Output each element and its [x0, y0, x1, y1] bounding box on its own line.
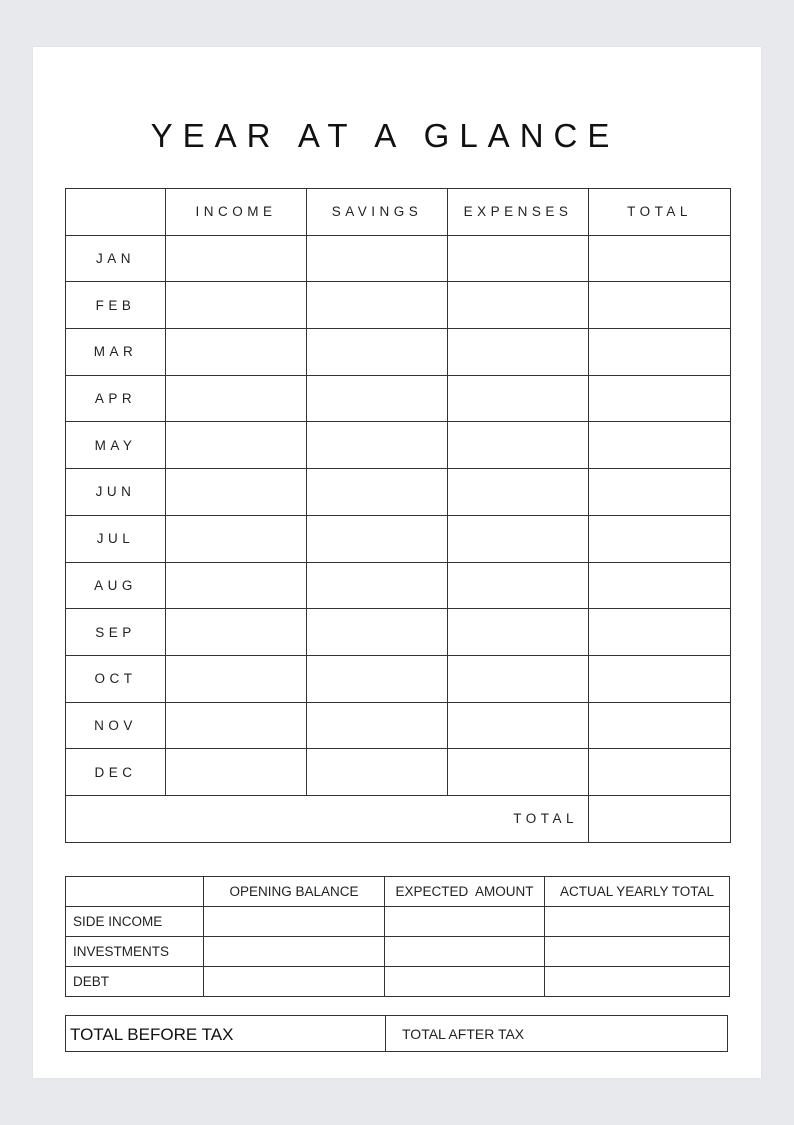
income-cell[interactable] — [166, 515, 307, 562]
header-expected-amount: EXPECTED AMOUNT — [385, 877, 545, 907]
savings-cell[interactable] — [307, 469, 448, 516]
table-row — [66, 235, 731, 282]
month-label: NOV — [66, 702, 166, 749]
header-corner-cell — [66, 189, 166, 236]
month-label: APR — [66, 375, 166, 422]
month-label: JAN — [66, 235, 166, 282]
month-label: OCT — [66, 655, 166, 702]
month-label: JUL — [66, 515, 166, 562]
total-cell[interactable] — [589, 235, 731, 282]
income-cell[interactable] — [166, 702, 307, 749]
table-row — [66, 655, 731, 702]
table-row — [66, 515, 731, 562]
table-row — [66, 609, 731, 656]
total-cell[interactable] — [589, 422, 731, 469]
balance-table — [65, 876, 730, 997]
expenses-cell[interactable] — [448, 282, 589, 329]
income-cell[interactable] — [166, 235, 307, 282]
month-label: SEP — [66, 609, 166, 656]
grand-total-label: TOTAL — [66, 795, 589, 842]
header-opening-balance: OPENING BALANCE — [204, 877, 385, 907]
table-row — [66, 375, 731, 422]
income-cell[interactable] — [166, 655, 307, 702]
month-label: MAY — [66, 422, 166, 469]
expected-amount-cell[interactable] — [385, 907, 545, 937]
balance-header-row — [66, 877, 730, 907]
expected-amount-cell[interactable] — [385, 967, 545, 997]
table-row — [66, 562, 731, 609]
total-cell[interactable] — [589, 702, 731, 749]
savings-cell[interactable] — [307, 422, 448, 469]
expenses-cell[interactable] — [448, 422, 589, 469]
table-row — [66, 749, 731, 796]
table-row — [66, 282, 731, 329]
opening-balance-cell[interactable] — [204, 907, 385, 937]
savings-cell[interactable] — [307, 282, 448, 329]
row-label-investments: INVESTMENTS — [66, 937, 204, 967]
income-cell[interactable] — [166, 469, 307, 516]
page-title: YEAR AT A GLANCE — [150, 117, 620, 154]
balance-header-corner — [66, 877, 204, 907]
income-cell[interactable] — [166, 749, 307, 796]
total-cell[interactable] — [589, 609, 731, 656]
opening-balance-cell[interactable] — [204, 967, 385, 997]
header-income: INCOME — [166, 189, 307, 236]
savings-cell[interactable] — [307, 329, 448, 376]
grand-total-row — [66, 795, 731, 842]
expenses-cell[interactable] — [448, 469, 589, 516]
expenses-cell[interactable] — [448, 235, 589, 282]
header-total: TOTAL — [589, 189, 731, 236]
monthly-table — [65, 188, 731, 843]
table-row — [66, 702, 731, 749]
expenses-cell[interactable] — [448, 515, 589, 562]
row-label-debt: DEBT — [66, 967, 204, 997]
header-expenses: EXPENSES — [448, 189, 589, 236]
total-cell[interactable] — [589, 655, 731, 702]
table-row — [66, 907, 730, 937]
table-row — [66, 967, 730, 997]
savings-cell[interactable] — [307, 655, 448, 702]
month-label: FEB — [66, 282, 166, 329]
month-label: DEC — [66, 749, 166, 796]
expenses-cell[interactable] — [448, 329, 589, 376]
savings-cell[interactable] — [307, 749, 448, 796]
table-row — [66, 422, 731, 469]
header-row — [66, 189, 731, 236]
savings-cell[interactable] — [307, 562, 448, 609]
month-label: MAR — [66, 329, 166, 376]
tax-divider — [385, 1016, 386, 1051]
row-label-side-income: SIDE INCOME — [66, 907, 204, 937]
header-actual-yearly-total: ACTUAL YEARLY TOTAL — [545, 877, 730, 907]
header-savings: SAVINGS — [307, 189, 448, 236]
total-cell[interactable] — [589, 375, 731, 422]
savings-cell[interactable] — [307, 375, 448, 422]
total-after-tax-label: TOTAL AFTER TAX — [402, 1026, 525, 1042]
savings-cell[interactable] — [307, 609, 448, 656]
expected-amount-cell[interactable] — [385, 937, 545, 967]
savings-cell[interactable] — [307, 702, 448, 749]
table-row — [66, 329, 731, 376]
actual-yearly-total-cell[interactable] — [545, 937, 730, 967]
expenses-cell[interactable] — [448, 749, 589, 796]
savings-cell[interactable] — [307, 515, 448, 562]
total-cell[interactable] — [589, 562, 731, 609]
income-cell[interactable] — [166, 609, 307, 656]
actual-yearly-total-cell[interactable] — [545, 967, 730, 997]
total-cell[interactable] — [589, 282, 731, 329]
expenses-cell[interactable] — [448, 655, 589, 702]
total-before-tax-label: TOTAL BEFORE TAX — [70, 1025, 234, 1044]
grand-total-cell[interactable] — [589, 795, 731, 842]
table-row — [66, 937, 730, 967]
savings-cell[interactable] — [307, 235, 448, 282]
expenses-cell[interactable] — [448, 562, 589, 609]
total-cell[interactable] — [589, 515, 731, 562]
income-cell[interactable] — [166, 375, 307, 422]
expenses-cell[interactable] — [448, 375, 589, 422]
expenses-cell[interactable] — [448, 609, 589, 656]
total-cell[interactable] — [589, 469, 731, 516]
actual-yearly-total-cell[interactable] — [545, 907, 730, 937]
income-cell[interactable] — [166, 422, 307, 469]
expenses-cell[interactable] — [448, 702, 589, 749]
tax-summary-box — [65, 1015, 728, 1052]
income-cell[interactable] — [166, 282, 307, 329]
income-cell[interactable] — [166, 329, 307, 376]
table-row — [66, 469, 731, 516]
month-label: AUG — [66, 562, 166, 609]
opening-balance-cell[interactable] — [204, 937, 385, 967]
total-cell[interactable] — [589, 329, 731, 376]
income-cell[interactable] — [166, 562, 307, 609]
month-label: JUN — [66, 469, 166, 516]
total-cell[interactable] — [589, 749, 731, 796]
